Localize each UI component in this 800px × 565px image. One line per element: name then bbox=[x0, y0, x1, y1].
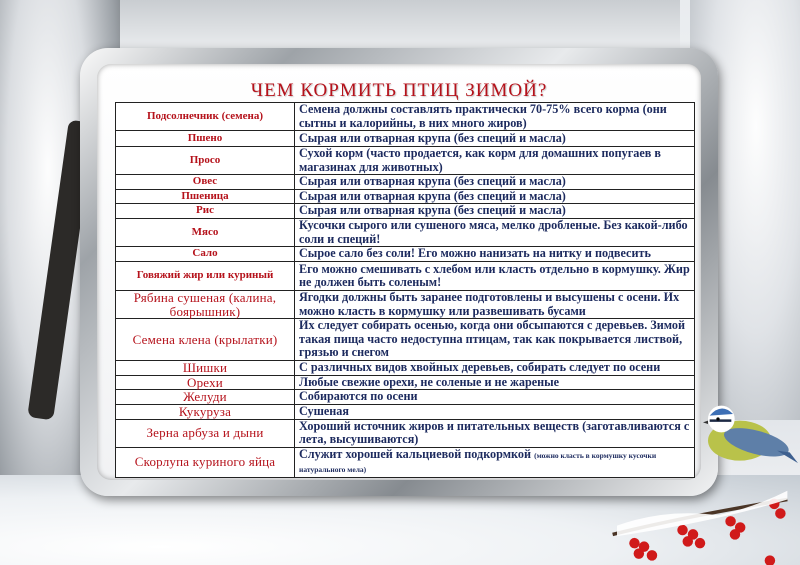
food-description bbox=[295, 419, 695, 447]
description-note: (можно класть в кормушку кусочки натурального мела) bbox=[299, 450, 657, 474]
description-text: Их следует собирать осенью, когда они обсыпаются с деревьев. Зимой такая пища часто недоступна птицам, так как покрывается листвой, грязью и снегом bbox=[299, 318, 686, 359]
description-text: Сырая или отварная крупа (без специй и масла) bbox=[299, 188, 566, 203]
table-row bbox=[116, 390, 695, 405]
table-row bbox=[116, 262, 695, 291]
food-description bbox=[295, 375, 695, 390]
poster-title: ЧЕМ КОРМИТЬ ПТИЦ ЗИМОЙ? bbox=[250, 80, 548, 101]
description-text: Любые свежие орехи, не соленые и не жареные bbox=[299, 374, 560, 389]
food-name: Подсолнечник (семена) bbox=[116, 103, 295, 131]
food-name: Просо bbox=[116, 147, 295, 175]
table-row bbox=[116, 103, 695, 131]
food-description bbox=[295, 262, 695, 291]
table-row bbox=[116, 204, 695, 219]
blue-tit-bird-illustration bbox=[698, 400, 798, 468]
description-text: Сырая или отварная крупа (без специй и масла) bbox=[299, 174, 566, 188]
food-name: Сало bbox=[116, 247, 295, 262]
description-text: Собираются по осени bbox=[299, 389, 418, 403]
feeding-table bbox=[115, 102, 695, 478]
description-text: Сухой корм (часто продается, как корм для домашних попугаев в магазинах для животных) bbox=[299, 146, 661, 174]
table-row bbox=[116, 175, 695, 190]
table-row bbox=[116, 147, 695, 175]
table-row bbox=[116, 360, 695, 375]
table-row bbox=[116, 319, 695, 361]
table-row bbox=[116, 219, 695, 247]
food-name: Рябина сушеная (калина, боярышник) bbox=[116, 291, 295, 319]
description-text: Сушеная bbox=[299, 403, 349, 418]
description-text: Сырая или отварная крупа (без специй и масла) bbox=[299, 130, 566, 145]
food-description bbox=[295, 103, 695, 131]
description-text: Кусочки сырого или сушеного мяса, мелко дробленые. Без какой-либо соли и специй! bbox=[299, 218, 688, 246]
description-text: Семена должны составлять практически 70-75% всего корма (они сытны и калорийны, в них много жиров) bbox=[299, 102, 667, 130]
rowan-berries-illustration bbox=[600, 482, 800, 565]
food-name: Шишки bbox=[116, 360, 295, 375]
snowy-branches-background bbox=[120, 0, 680, 55]
food-description bbox=[295, 247, 695, 262]
food-description bbox=[295, 147, 695, 175]
table-row bbox=[116, 131, 695, 147]
table-row bbox=[116, 447, 695, 477]
table-row bbox=[116, 375, 695, 390]
food-name: Орехи bbox=[116, 375, 295, 390]
table-row bbox=[116, 419, 695, 447]
description-text: Его можно смешивать с хлебом или класть отдельно в кормушку. Жир не должен быть соленым! bbox=[299, 261, 690, 289]
food-name: Желуди bbox=[116, 390, 295, 405]
food-description bbox=[295, 204, 695, 219]
food-description bbox=[295, 291, 695, 319]
description-text: Ягодки должны быть заранее подготовлены и высушены с осени. Их можно класть в кормушку или развешивать бусами bbox=[299, 290, 680, 318]
table-row bbox=[116, 189, 695, 204]
food-description bbox=[295, 131, 695, 147]
description-text: Сырая или отварная крупа (без специй и масла) bbox=[299, 203, 566, 218]
food-name: Говяжий жир или куриный bbox=[116, 262, 295, 291]
food-description bbox=[295, 447, 695, 477]
table-row bbox=[116, 291, 695, 319]
description-text: Хороший источник жиров и питательных веществ (заготавливаются с лета, высушиваются) bbox=[299, 418, 690, 446]
food-description bbox=[295, 175, 695, 190]
food-description bbox=[295, 189, 695, 204]
food-name: Овес bbox=[116, 175, 295, 190]
description-text: Служит хорошей кальциевой подкормкой bbox=[299, 446, 532, 461]
food-name: Пшено bbox=[116, 131, 295, 147]
food-name: Семена клена (крылатки) bbox=[116, 319, 295, 361]
food-name: Мясо bbox=[116, 219, 295, 247]
table-row bbox=[116, 247, 695, 262]
food-description bbox=[295, 404, 695, 419]
food-name: Рис bbox=[116, 204, 295, 219]
food-name: Пшеница bbox=[116, 189, 295, 204]
food-description bbox=[295, 390, 695, 405]
description-text: С различных видов хвойных деревьев, собирать следует по осени bbox=[299, 359, 661, 374]
food-description bbox=[295, 319, 695, 361]
food-description bbox=[295, 360, 695, 375]
food-name: Зерна арбуза и дыни bbox=[116, 419, 295, 447]
description-text: Сырое сало без соли! Его можно нанизать на нитку и подвесить bbox=[299, 246, 651, 261]
food-name: Скорлупа куриного яйца bbox=[116, 447, 295, 477]
table-row bbox=[116, 404, 695, 419]
food-description bbox=[295, 219, 695, 247]
food-name: Кукуруза bbox=[116, 404, 295, 419]
